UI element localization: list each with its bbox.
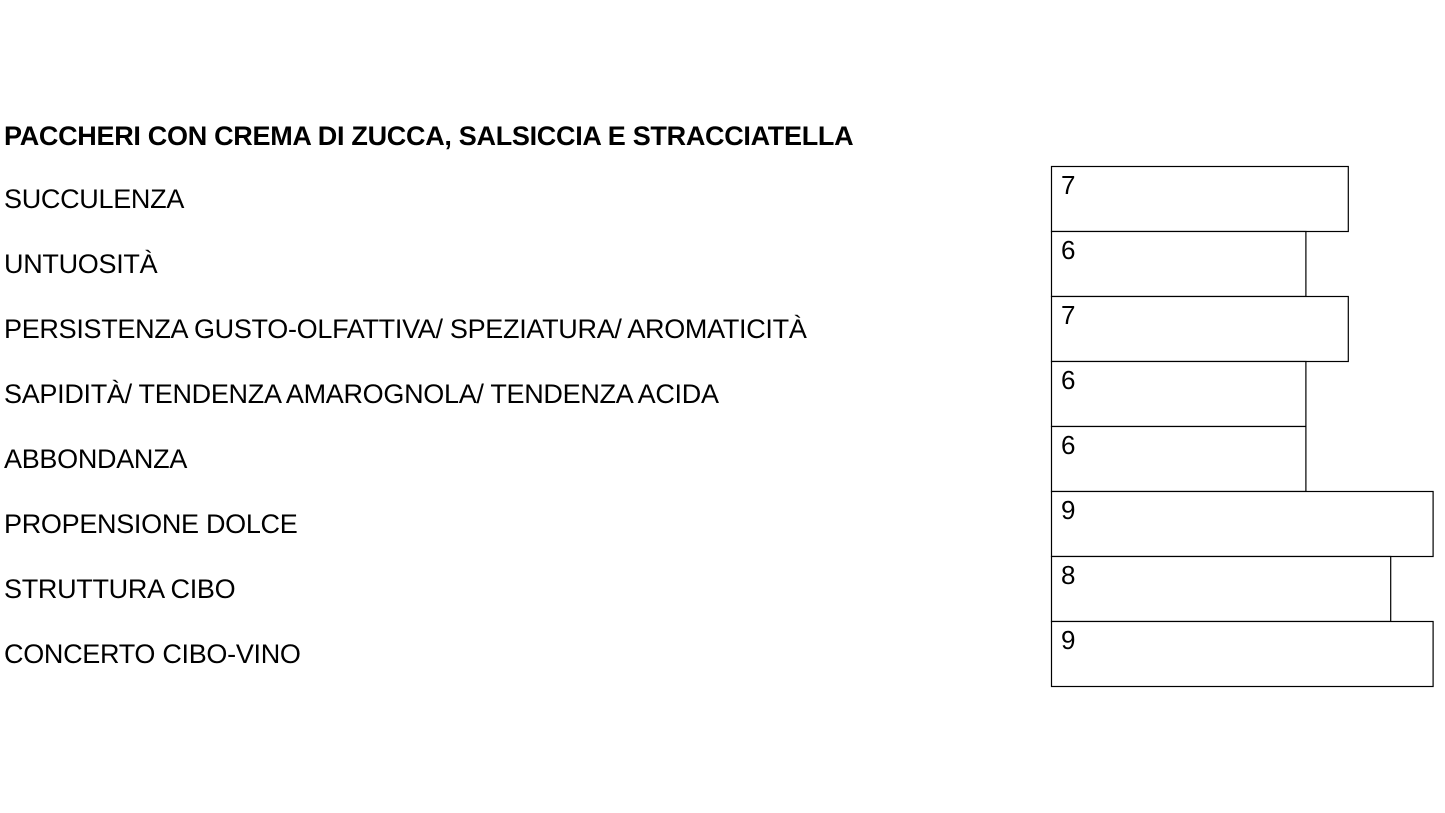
category-label-sapidita: SAPIDITÀ/ TENDENZA AMAROGNOLA/ TENDENZA ACIDA [4, 379, 719, 409]
bar-value-label-3: 6 [1061, 365, 1076, 395]
bar-value-label-5: 9 [1061, 495, 1076, 525]
bar-value-label-0: 7 [1061, 170, 1076, 200]
bar-value-label-7: 9 [1061, 625, 1076, 655]
bar-value-label-2: 7 [1061, 300, 1076, 330]
category-label-untuosita: UNTUOSITÀ [4, 249, 158, 279]
bar-value-label-4: 6 [1061, 430, 1076, 460]
bar-4 [1052, 427, 1306, 492]
chart-title: PACCHERI CON CREMA DI ZUCCA, SALSICCIA E STRACCIATELLA [4, 121, 854, 151]
category-label-concerto-cibo-vino: CONCERTO CIBO-VINO [4, 639, 301, 669]
category-label-abbondanza: ABBONDANZA [4, 444, 188, 474]
category-label-persistenza: PERSISTENZA GUSTO-OLFATTIVA/ SPEZIATURA/ AROMATICITÀ [4, 314, 807, 344]
category-label-struttura-cibo: STRUTTURA CIBO [4, 574, 236, 604]
category-label-succulenza: SUCCULENZA [4, 184, 185, 214]
bar-0 [1052, 167, 1349, 232]
bar-value-label-6: 8 [1061, 560, 1076, 590]
bar-6 [1052, 557, 1391, 622]
bar-3 [1052, 362, 1306, 427]
category-label-propensione-dolce: PROPENSIONE DOLCE [4, 509, 298, 539]
bar-1 [1052, 232, 1306, 297]
bar-value-label-1: 6 [1061, 235, 1076, 265]
bar-2 [1052, 297, 1349, 362]
bar-7 [1052, 622, 1434, 687]
bar-5 [1052, 492, 1434, 557]
